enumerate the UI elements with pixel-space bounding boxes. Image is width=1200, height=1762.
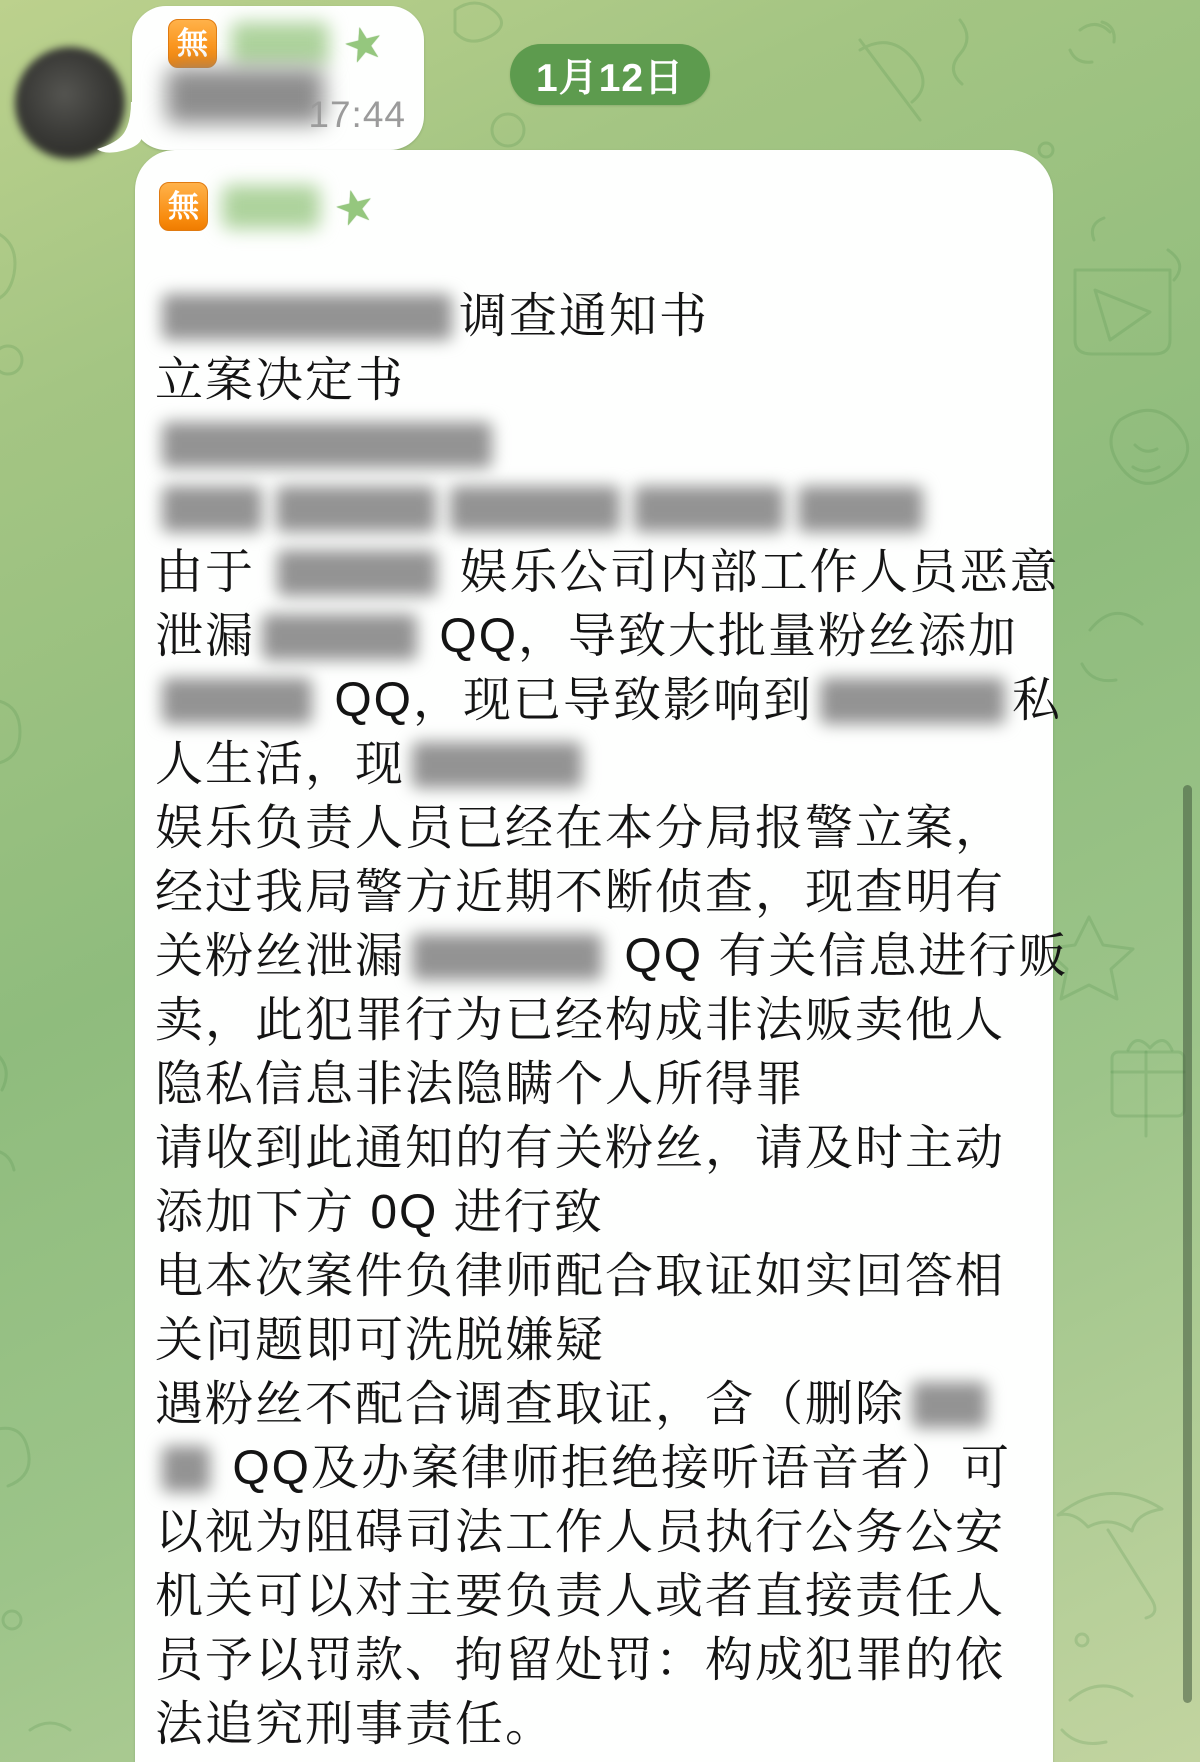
message-line — [155, 605, 1035, 669]
message-text-segment: 私 — [1012, 674, 1063, 727]
message-text-segment: QQ及办案律师拒绝接听语音者）可 — [217, 1442, 1012, 1495]
date-pill[interactable]: 1月12日 — [510, 44, 710, 105]
redacted-text-segment — [162, 422, 492, 468]
message-text-segment: 泄漏 — [155, 610, 256, 663]
message-line — [155, 1245, 1035, 1309]
message-line — [155, 861, 1035, 925]
message-text-segment: 遇粉丝不配合调查取证，含（删除 — [155, 1378, 906, 1431]
message-text-segment: 娱乐公司内部工作人员恶意 — [444, 546, 1060, 599]
redacted-text-segment — [162, 678, 312, 724]
redacted-text-segment — [277, 550, 437, 596]
scrollbar[interactable] — [1183, 785, 1192, 1703]
message-text-segment: QQ 有关信息进行贩 — [609, 930, 1069, 983]
message-text-segment: 调查通知书 — [459, 290, 710, 343]
message-line — [155, 541, 1060, 605]
message-text-segment: 以视为阻碍司法工作人员执行公务公安 — [155, 1506, 1006, 1559]
message-text-segment: 添加下方 0Q 进行致 — [155, 1186, 604, 1239]
message-line — [155, 477, 1035, 541]
message-text-segment: 关粉丝泄漏 — [155, 930, 406, 983]
redacted-text-segment — [798, 486, 923, 532]
message-line — [155, 1437, 1035, 1501]
message-line — [155, 1117, 1035, 1181]
message-line — [155, 1309, 1035, 1373]
message-line — [155, 1629, 1035, 1693]
message-line — [155, 797, 1035, 861]
message-text-segment: 关问题即可洗脱嫌疑 — [155, 1314, 606, 1367]
redacted-text-segment — [450, 486, 620, 532]
sender-name-blurred — [231, 22, 329, 66]
message-bubble-notice[interactable] — [135, 150, 1069, 1762]
message-line — [155, 1693, 1035, 1757]
redacted-text-segment — [634, 486, 784, 532]
message-line — [155, 1181, 1035, 1245]
redacted-text-segment — [276, 486, 436, 532]
message-line — [155, 413, 1035, 477]
message-text-segment: 员予以罚款、拘留处罚：构成犯罪的依 — [155, 1634, 1006, 1687]
message-bubble-first[interactable] — [132, 6, 424, 150]
message-line — [155, 1373, 1035, 1437]
message-line — [155, 989, 1035, 1053]
green-star-icon: ★ — [328, 176, 381, 237]
redacted-text-segment — [162, 486, 262, 532]
message-text-segment: 机关可以对主要负责人或者直接责任人 — [155, 1570, 1006, 1623]
redacted-text-segment — [162, 294, 452, 340]
redacted-text-segment — [162, 1446, 210, 1492]
message-preview-blurred — [166, 68, 324, 124]
message-text-segment: 立案决定书 — [155, 354, 406, 407]
redacted-text-segment — [820, 678, 1005, 724]
no-emoji-badge-icon: 無 — [168, 19, 217, 68]
message-text-segment: 隐私信息非法隐瞒个人所得罪 — [155, 1058, 806, 1111]
message-line — [155, 285, 1035, 349]
message-line — [155, 733, 1035, 797]
bubble-tail — [97, 102, 141, 154]
message-line — [155, 1565, 1035, 1629]
message-text-segment: QQ，现已导致影响到 — [319, 674, 814, 727]
message-time: 17:44 — [308, 94, 406, 135]
redacted-text-segment — [912, 1382, 987, 1428]
message-text-segment: 人生活，现 — [155, 738, 406, 791]
message-text-segment: QQ，导致大批量粉丝添加 — [424, 610, 1019, 663]
message-line — [155, 1053, 1035, 1117]
message-text-segment: 卖，此犯罪行为已经构成非法贩卖他人 — [155, 994, 1006, 1047]
message-text-segment: 法追究刑事责任。 — [155, 1698, 556, 1751]
redacted-text-segment — [412, 742, 582, 788]
sender-name-blurred — [222, 185, 320, 229]
notice-message-text — [155, 285, 1069, 1757]
message-text-segment: 由于 — [155, 546, 271, 599]
redacted-text-segment — [262, 614, 417, 660]
message-line — [155, 1501, 1035, 1565]
message-line — [155, 349, 1035, 413]
message-text-segment: 电本次案件负律师配合取证如实回答相 — [155, 1250, 1006, 1303]
message-line — [155, 925, 1069, 989]
message-text-segment: 娱乐负责人员已经在本分局报警立案， — [155, 802, 1006, 855]
message-text-segment: 经过我局警方近期不断侦查，现查明有 — [155, 866, 1006, 919]
green-star-icon: ★ — [337, 13, 390, 74]
no-emoji-badge-icon: 無 — [159, 182, 208, 231]
message-text-segment: 请收到此通知的有关粉丝，请及时主动 — [155, 1122, 1006, 1175]
redacted-text-segment — [412, 934, 602, 980]
message-line — [155, 669, 1063, 733]
